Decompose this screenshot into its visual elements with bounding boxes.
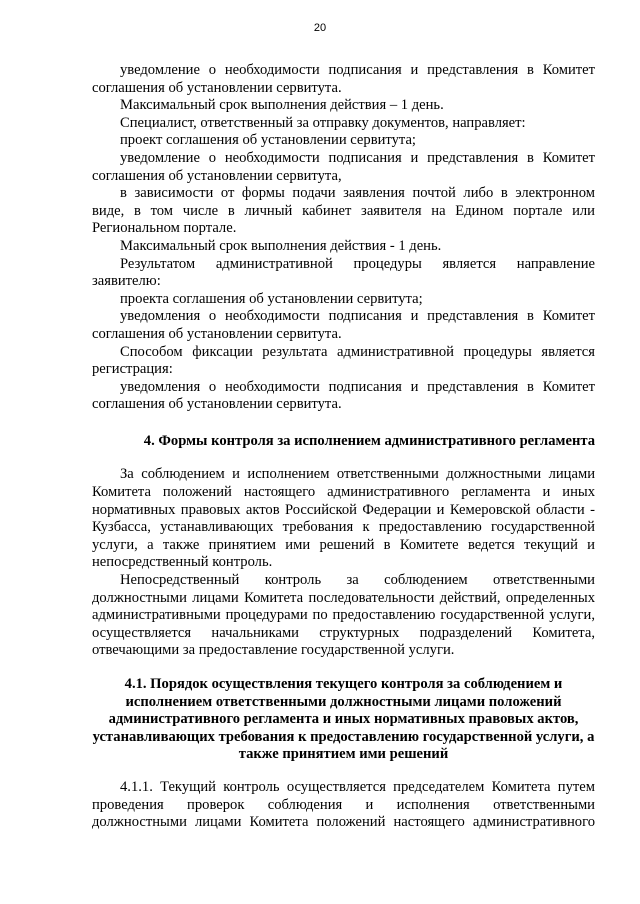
paragraph: уведомление о необходимости подписания и представления в Комитет соглашения об установлении сервитута, bbox=[92, 149, 595, 184]
section-heading-4-1: 4.1. Порядок осуществления текущего контроля за соблюдением и исполнением ответственными должностными лицами положений административного регламента и иных нормативных правовых актов, устанавливающих требования к предоставлению государственной услуги, а также принятием ими решений bbox=[92, 676, 595, 763]
paragraph: проект соглашения об установлении сервитута; bbox=[120, 132, 416, 149]
paragraph: уведомления о необходимости подписания и представления в Комитет соглашения об установлении сервитута. bbox=[92, 378, 595, 413]
paragraph: уведомление о необходимости подписания и представления в Комитет соглашения об установлении сервитута. bbox=[92, 62, 595, 96]
paragraph: Результатом административной процедуры является направление заявителю: bbox=[92, 255, 595, 290]
paragraph: Максимальный срок выполнения действия – 1 день. bbox=[120, 97, 444, 114]
paragraph: Специалист, ответственный за отправку документов, направляет: bbox=[120, 114, 526, 131]
paragraph: уведомления о необходимости подписания и представления в Комитет соглашения об установлении сервитута. bbox=[92, 308, 595, 342]
section-heading-4: 4. Формы контроля за исполнением административного регламента bbox=[143, 432, 595, 449]
page-number: 20 bbox=[313, 22, 327, 34]
paragraph: в зависимости от формы подачи заявления почтой либо в электронном виде, в том числе в личный кабинет заявителя на Едином портале или Региональном портале. bbox=[92, 185, 595, 237]
paragraph: 4.1.1. Текущий контроль осуществляется председателем Комитета путем проведения проверок соблюдения и исполнения ответственными должностными лицами Комитета положений настоящего административного bbox=[92, 778, 595, 831]
paragraph: Способом фиксации результата административной процедуры является регистрация: bbox=[92, 343, 595, 378]
paragraph: проекта соглашения об установлении сервитута; bbox=[120, 290, 423, 307]
paragraph: Максимальный срок выполнения действия - 1 день. bbox=[120, 237, 442, 254]
paragraph: Непосредственный контроль за соблюдением ответственными должностными лицами Комитета последовательности действий, определенных административными процедурами по предоставлению государственной услуги, осуществляется начальниками структурных подразделений Комитета, отвечающими за предоставление государственной услуги. bbox=[92, 572, 595, 659]
paragraph: За соблюдением и исполнением ответственными должностными лицами Комитета положений настоящего административного регламента и иных нормативных правовых актов Российской Федерации и Кемеровской области - Кузбасса, устанавливающих требования к предоставлению государственной услуги, а также принятием ими решений в Комитете ведется текущий и непосредственный контроль. bbox=[92, 466, 595, 571]
document-body bbox=[92, 62, 595, 832]
